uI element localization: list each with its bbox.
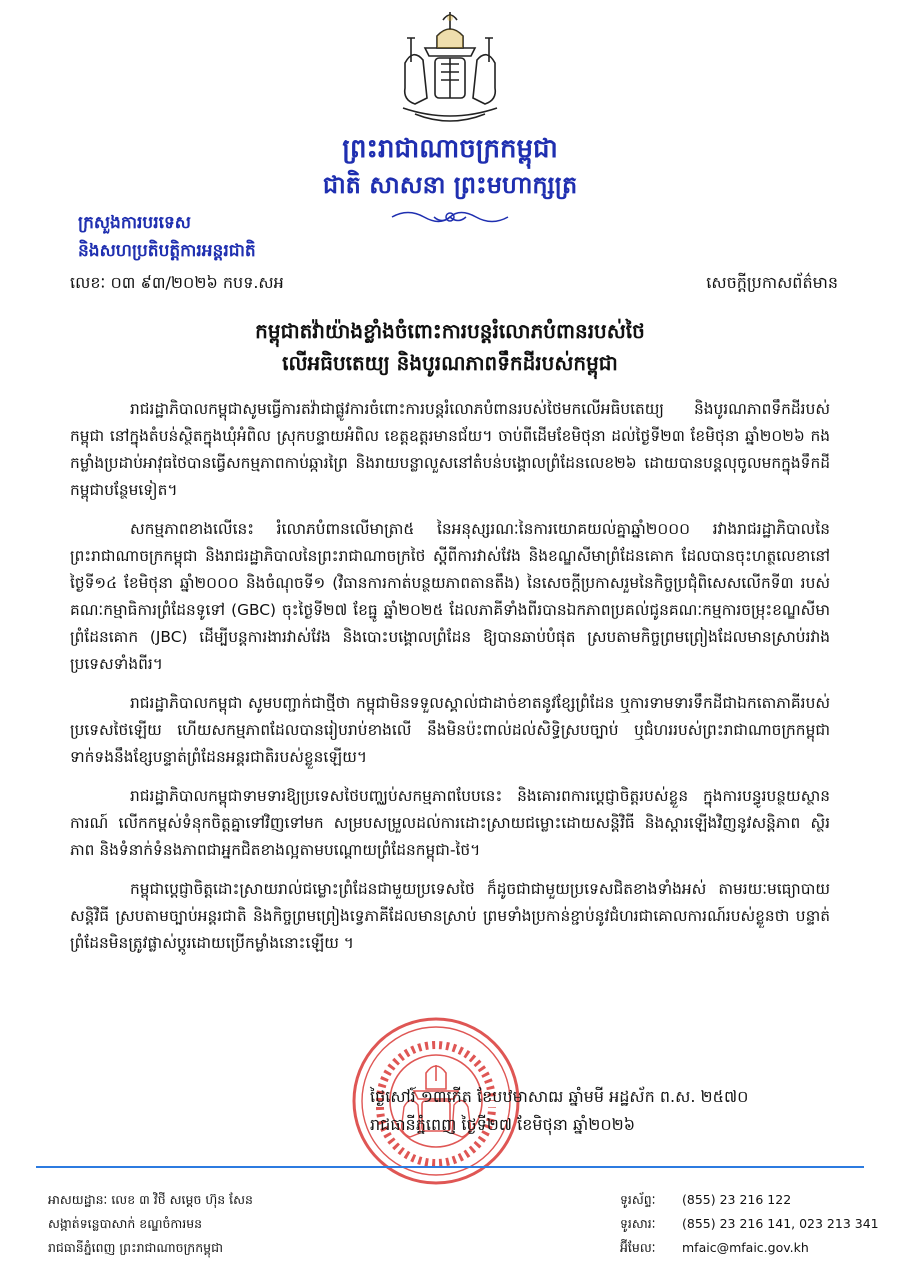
body-text — [70, 396, 830, 969]
body-paragraph-3: រាជរដ្ឋាភិបាលកម្ពុជា សូមបញ្ជាក់ជាថ្មីថា កម្ពុជាមិនទទួលស្គាល់ជាដាច់ខាតនូវខ្សែព្រំដែន ឬការទាមទារទឹកដីជាឯកតោភាគីរបស់ប្រទេសថៃឡើយ ហើយសកម្មភាពដែលបានរៀបរាប់ខាងលើ នឹងមិនប៉ះពាល់ដល់សិទ្ធិស្របច្បាប់ ឬជំហររបស់ព្រះរាជាណាចក្រកម្ពុជាទាក់ទងនឹងខ្សែបន្ទាត់ព្រំដែនអន្តរជាតិរបស់ខ្លួនឡើយ។ — [70, 694, 830, 766]
lunar-date: ថ្ងៃសៅរ៍ ១៣កើត ខែបឋមាសាឍ ឆ្នាំមមី អដ្ឋស័ក ព.ស. ២៥៧០ — [370, 1087, 749, 1106]
address-line2: សង្កាត់ទន្លេបាសាក់ ខណ្ឌចំការមន — [48, 1216, 203, 1231]
document-type: សេចក្តីប្រកាសព័ត៌មាន — [706, 273, 838, 292]
body-paragraph-4: រាជរដ្ឋាភិបាលកម្ពុជាទាមទារឱ្យប្រទេសថៃបញ្ឈប់សកម្មភាពបែបនេះ និងគោរពការប្តេជ្ញាចិត្តរបស់ខ្លួន ក្នុងការបន្ធូរបន្ថយស្ថានការណ៍ លើកកម្ពស់ទំនុកចិត្តគ្នាទៅវិញទៅមក សម្របសម្រួលដល់ការដោះស្រាយជម្លោះដោយសន្តិវិធី និងស្តារឡើងវិញនូវសន្តិភាព ស្ថិរភាព និងទំនាក់ទំនងភាពជាអ្នកជិតខាងល្អតាមបណ្តោយព្រំដែនកម្ពុជា-ថៃ។ — [70, 787, 830, 859]
body-paragraph-2: សកម្មភាពខាងលើនេះ រំលោភបំពានលើមាត្រា៥ នៃអនុស្សរណៈនៃការយោគយល់គ្នាឆ្នាំ២០០០ រវាងរាជរដ្ឋាភិបាលនៃព្រះរាជាណាចក្រកម្ពុជា និងរាជរដ្ឋាភិបាលនៃព្រះរាជាណាចក្រថៃ ស្តីពីការវាស់វែង និងខណ្ឌសីមាព្រំដែនគោក ដែលបានចុះហត្ថលេខានៅថ្ងៃទី១៤ ខែមិថុនា ឆ្នាំ២០០០ និងចំណុចទី១ (វិធានការកាត់បន្ថយភាពតានតឹង) នៃសេចក្តីប្រកាសរួមនៃកិច្ចប្រជុំពិសេសលើកទី៣ របស់គណៈកម្មាធិការព្រំដែនទូទៅ (GBC) ចុះថ្ងៃទី២៧ ខែធ្នូ ឆ្នាំ២០២៥ ដែលភាគីទាំងពីរបានឯកភាពប្រគល់ជូនគណៈកម្មការចម្រុះខណ្ឌសីមាព្រំដែនគោក (JBC) ដើម្បីបន្តការងារវាស់វែង និងបោះបង្គោលព្រំដែន ឱ្យបានឆាប់បំផុត ស្របតាមកិច្ចព្រមព្រៀងដែលមានស្រាប់រវាងប្រទេសទាំងពីរ។ — [70, 520, 830, 673]
body-paragraph-5: កម្ពុជាប្តេជ្ញាចិត្តដោះស្រាយរាល់ជម្លោះព្រំដែនជាមួយប្រទេសថៃ ក៏ដូចជាជាមួយប្រទេសជិតខាងទាំងអស់ តាមរយៈមធ្យោបាយសន្តិវិធី ស្របតាមច្បាប់អន្តរជាតិ និងកិច្ចព្រមព្រៀងទ្វេភាគីដែលមានស្រាប់ ព្រមទាំងប្រកាន់ខ្ជាប់នូវជំហរជាគោលការណ៍របស់ខ្លួនថា បន្ទាត់ព្រំដែនមិនត្រូវផ្លាស់ប្តូរដោយប្រើកម្លាំងនោះឡើយ ។ — [70, 880, 830, 952]
decorative-flourish-icon — [388, 206, 512, 228]
fax-label: ទូរសារៈ — [620, 1216, 656, 1231]
body-paragraph-1: រាជរដ្ឋាភិបាលកម្ពុជាសូមធ្វើការតវ៉ាជាផ្លូវការចំពោះការបន្តរំលោភបំពានរបស់ថៃមកលើអធិបតេយ្យ និងបូរណភាពទឹកដីរបស់កម្ពុជា នៅក្នុងតំបន់ស្ថិតក្នុងឃុំអំពិល ស្រុកបន្ទាយអំពិល ខេត្តឧត្តរមានជ័យ។ ចាប់ពីដើមខែមិថុនា ដល់ថ្ងៃទី២៣ ខែមិថុនា ឆ្នាំ២០២៦ កងកម្លាំងប្រដាប់អាវុធថៃបានធ្វើសកម្មភាពកាប់ឆ្ការព្រៃ និងរាយបន្លាលួសនៅតំបន់បង្គោលព្រំដែនលេខ២៦ ដោយបានបន្តលុចូលមកក្នុងទឹកដីកម្ពុជាបន្ថែមទៀត។ — [70, 400, 830, 499]
title-line2: លើអធិបតេយ្យ និងបូរណភាពទឹកដីរបស់កម្ពុជា — [282, 351, 618, 375]
ministry-name-line2: និងសហប្រតិបត្តិការអន្តរជាតិ — [78, 241, 256, 261]
royal-arms-emblem-icon — [385, 8, 515, 128]
fax-value: (855) 23 216 141, 023 213 341 — [682, 1216, 879, 1231]
footer-divider — [36, 1166, 864, 1168]
ministry-name-line1: ក្រសួងការបរទេស — [78, 213, 191, 233]
place-and-date: រាជធានីភ្នំពេញ ថ្ងៃទី២៧ ខែមិថុនា ឆ្នាំ២០២៦ — [370, 1115, 636, 1134]
reference-number: លេខៈ ០៣ ៩៣/២០២៦ កបទ.សអ — [70, 273, 284, 292]
kingdom-name: ព្រះរាជាណាចក្រកម្ពុជា — [342, 134, 558, 164]
address-line3: រាជធានីភ្នំពេញ ព្រះរាជាណាចក្រកម្ពុជា — [48, 1240, 223, 1255]
email-label: អ៊ីមែលៈ — [620, 1240, 656, 1255]
national-motto: ជាតិ សាសនា ព្រះមហាក្សត្រ — [322, 170, 578, 199]
fax-contact — [620, 1216, 879, 1235]
email-link[interactable]: mfaic@mfaic.gov.kh — [682, 1240, 809, 1255]
title-line1: កម្ពុជាតវ៉ាយ៉ាងខ្លាំងចំពោះការបន្តរំលោភបំពានរបស់ថៃ — [255, 319, 645, 343]
phone-value[interactable]: (855) 23 216 122 — [682, 1192, 792, 1207]
email-contact — [620, 1240, 809, 1259]
phone-label: ទូរស័ព្ទៈ — [620, 1192, 656, 1207]
phone-contact — [620, 1192, 791, 1211]
address-line1: អាសយដ្ឋានៈ លេខ ៣ វិថី សម្តេច ហ៊ុន សែន — [48, 1192, 253, 1207]
